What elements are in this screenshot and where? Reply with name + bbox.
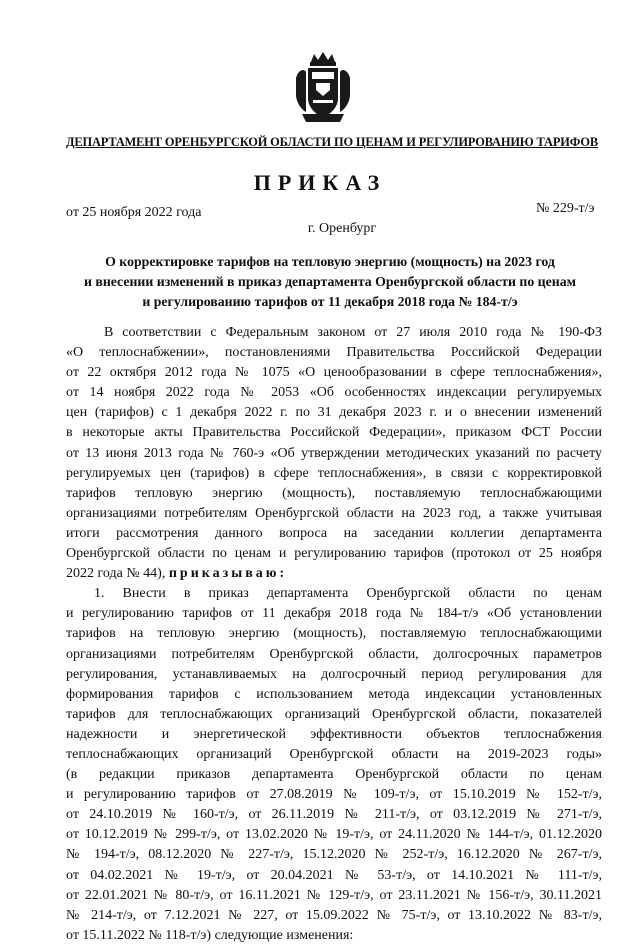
- order-subject: [70, 252, 590, 312]
- item-line: регулирования, устанавливаемых на долгосрочный период регулирования для: [66, 666, 602, 682]
- preamble-line: от 13 июня 2013 года № 760-э «Об утверждении методических указаний по расчету: [66, 445, 602, 461]
- preamble-tail: 2022 года № 44),: [66, 566, 166, 582]
- order-number: № 229-т/э: [536, 201, 595, 216]
- item-line: от 15.11.2022 № 118-т/э) следующие изменения:: [66, 927, 354, 943]
- preamble-line: цен (тарифов) с 1 декабря 2022 г. по 31 декабря 2023 г. и о внесении изменений: [66, 405, 602, 421]
- item-line: № 194-т/э, 08.12.2020 № 227-т/э, 15.12.2020 № 252-т/э, 16.12.2020 № 267-т/э,: [66, 847, 602, 863]
- preamble-line: итоги рассмотрения данного вопроса на заседании коллегии департамента: [66, 525, 602, 541]
- item-line: от 10.12.2019 № 299-т/э, от 13.02.2020 № 19-т/э, от 24.11.2020 № 144-т/э, 01.12.2020: [66, 827, 602, 843]
- item-line: организациями потребителям Оренбургской области, долгосрочных параметров: [66, 646, 602, 662]
- coat-of-arms-icon: [294, 52, 352, 122]
- preamble-line: В соответствии с Федеральным законом от 27 июля 2010 года № 190-ФЗ: [104, 325, 602, 340]
- order-date: от 25 ноября 2022 года: [66, 205, 202, 220]
- item-line: надежности и энергетической эффективности объектов теплоснабжения: [66, 726, 602, 742]
- preamble-line: от 22 октября 2012 года № 1075 «О ценообразовании в сфере теплоснабжения»,: [66, 365, 602, 381]
- item-line: от 04.02.2021 № 19-т/э, от 20.04.2021 № 53-т/э, от 14.10.2021 № 111-т/э,: [66, 867, 602, 883]
- preamble-line: организациями потребителям Оренбургской области на 2023 год, а также учитывая: [66, 505, 602, 521]
- item-line: от 22.01.2021 № 80-т/э, от 16.11.2021 № 129-т/э, от 23.11.2021 № 156-т/э, 30.11.2021: [66, 887, 602, 903]
- item-line: теплоснабжающих организаций Оренбургской области на 2019-2023 годы»: [66, 746, 602, 762]
- item-line: тарифов для теплоснабжающих организаций Оренбургской области, показателей: [66, 706, 602, 722]
- order-city: г. Оренбург: [307, 221, 377, 236]
- preamble-line: от 14 ноября 2022 года № 2053 «Об особенностях индексации регулируемых: [66, 385, 602, 401]
- item-line: формирования тарифов с использованием метода индексации установленных: [66, 686, 602, 702]
- item-line: 1. Внести в приказ департамента Оренбургской области по ценам: [94, 586, 602, 602]
- item-line: и регулированию тарифов от 27.08.2019 № 109-т/э, от 15.10.2019 № 152-т/э,: [66, 787, 602, 803]
- department-name: ДЕПАРТАМЕНТ ОРЕНБУРГСКОЙ ОБЛАСТИ ПО ЦЕНАМ И РЕГУЛИРОВАНИЮ ТАРИФОВ: [66, 135, 598, 149]
- preamble-line: Оренбургской области по ценам и регулированию тарифов (протокол от 25 ноября: [66, 546, 602, 562]
- item-line: тарифов на тепловую энергию (мощность), поставляемую теплоснабжающими: [66, 626, 602, 642]
- preamble-final-line: [66, 564, 602, 584]
- subject-line: О корректировке тарифов на тепловую энергию (мощность) на 2023 год: [105, 254, 555, 269]
- item-line: и регулированию тарифов от 11 декабря 2018 года № 184-т/э «Об установлении: [66, 606, 602, 622]
- item-line: (в редакции приказов департамента Оренбургской области по ценам: [66, 767, 602, 783]
- preamble-line: в некоторые акты Правительства Российской Федерации», приказом ФСТ России: [66, 425, 602, 441]
- preamble-line: регулируемых цен (тарифов) в сфере теплоснабжения», в связи с корректировкой: [66, 465, 602, 481]
- order-body: [66, 323, 602, 946]
- subject-line: и внесении изменений в приказ департамента Оренбургской области по ценам: [83, 274, 577, 289]
- item-line: № 214-т/э, от 7.12.2021 № 227, от 15.09.2022 № 75-т/э, от 13.10.2022 № 83-т/э,: [66, 907, 602, 923]
- preamble-line: тарифов тепловую энергию (мощность), поставляемую теплоснабжающими: [66, 485, 602, 501]
- preamble-line: «О теплоснабжении», постановлениями Правительства Российской Федерации: [66, 345, 602, 361]
- subject-line: и регулированию тарифов от 11 декабря 2018 года № 184-т/э: [142, 294, 518, 309]
- decree-word: приказываю:: [168, 566, 288, 582]
- item-line: от 24.10.2019 № 160-т/э, от 26.11.2019 № 211-т/э, от 03.12.2019 № 271-т/э,: [66, 807, 602, 823]
- document-type: ПРИКАЗ: [253, 170, 387, 195]
